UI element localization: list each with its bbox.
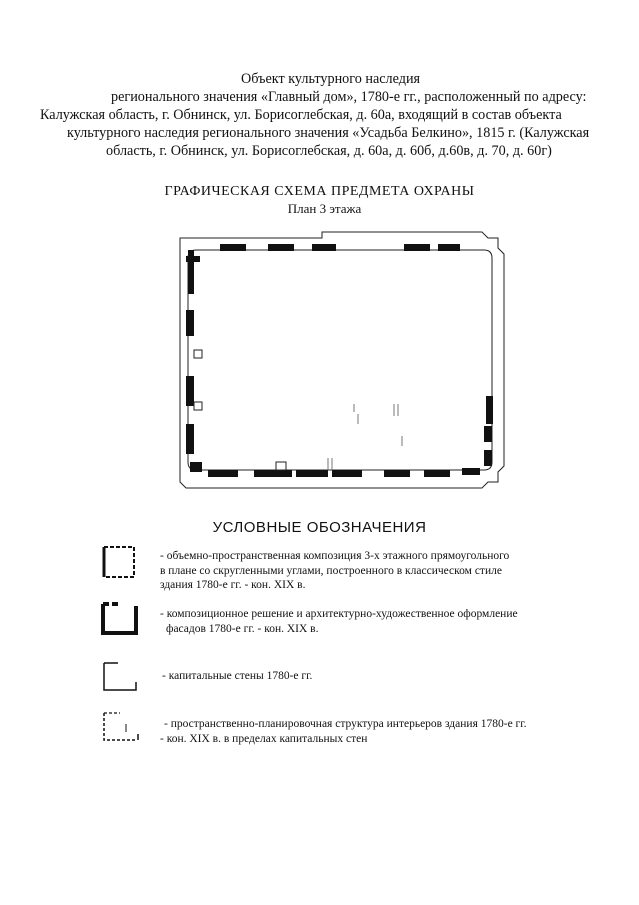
header-line: Объект культурного наследия — [241, 71, 421, 87]
header-line: регионального значения «Главный дом», 1780-е гг., расположенный по адресу: — [111, 89, 587, 105]
volume-composition-symbol — [100, 544, 140, 580]
interior-structure-symbol — [100, 710, 144, 744]
legend-line: - кон. XIX в. в пределах капитальных стен — [160, 732, 368, 745]
header-line: Калужская область, г. Обнинск, ул. Борисоглебская, д. 60а, входящий в состав объекта — [40, 107, 562, 123]
floor-plan — [172, 226, 508, 494]
header-line: культурного наследия регионального значения «Усадьба Белкино», 1815 г. (Калужская — [67, 125, 590, 141]
legend-line: в плане со скругленными углами, построенного в классическом стиле — [160, 564, 502, 577]
legend-item-4-text — [160, 717, 527, 746]
capital-walls — [186, 244, 493, 477]
facade-symbol — [100, 600, 140, 636]
legend-title: УСЛОВНЫЕ ОБОЗНАЧЕНИЯ — [212, 519, 427, 536]
document-header — [40, 70, 620, 160]
legend-line: - объемно-пространственная композиция 3-х этажного прямоугольного — [160, 550, 510, 562]
legend-item-1-text — [160, 549, 509, 593]
legend-line: здания 1780-е гг. - кон. XIX в. — [160, 579, 306, 591]
legend-item-3-text — [162, 669, 312, 684]
legend-item-2-text — [160, 607, 518, 636]
outer-contour — [180, 232, 504, 488]
capital-walls-symbol — [100, 660, 140, 694]
inner-contour — [188, 250, 492, 470]
scheme-title: ГРАФИЧЕСКАЯ СХЕМА ПРЕДМЕТА ОХРАНЫ — [164, 184, 475, 199]
header-line: область, г. Обнинск, ул. Борисоглебская, д. 60а, д. 60б, д.60в, д. 70, д. 60г) — [106, 143, 552, 159]
legend-line: - композиционное решение и архитектурно-художественное оформление — [160, 608, 518, 620]
legend-line: - пространственно-планировочная структура интерьеров здания 1780-е гг. — [164, 718, 527, 730]
legend-line: - капитальные стены 1780-е гг. — [162, 670, 313, 682]
legend-line: фасадов 1780-е гг. - кон. XIX в. — [166, 622, 319, 635]
scheme-subtitle: План 3 этажа — [287, 201, 362, 216]
